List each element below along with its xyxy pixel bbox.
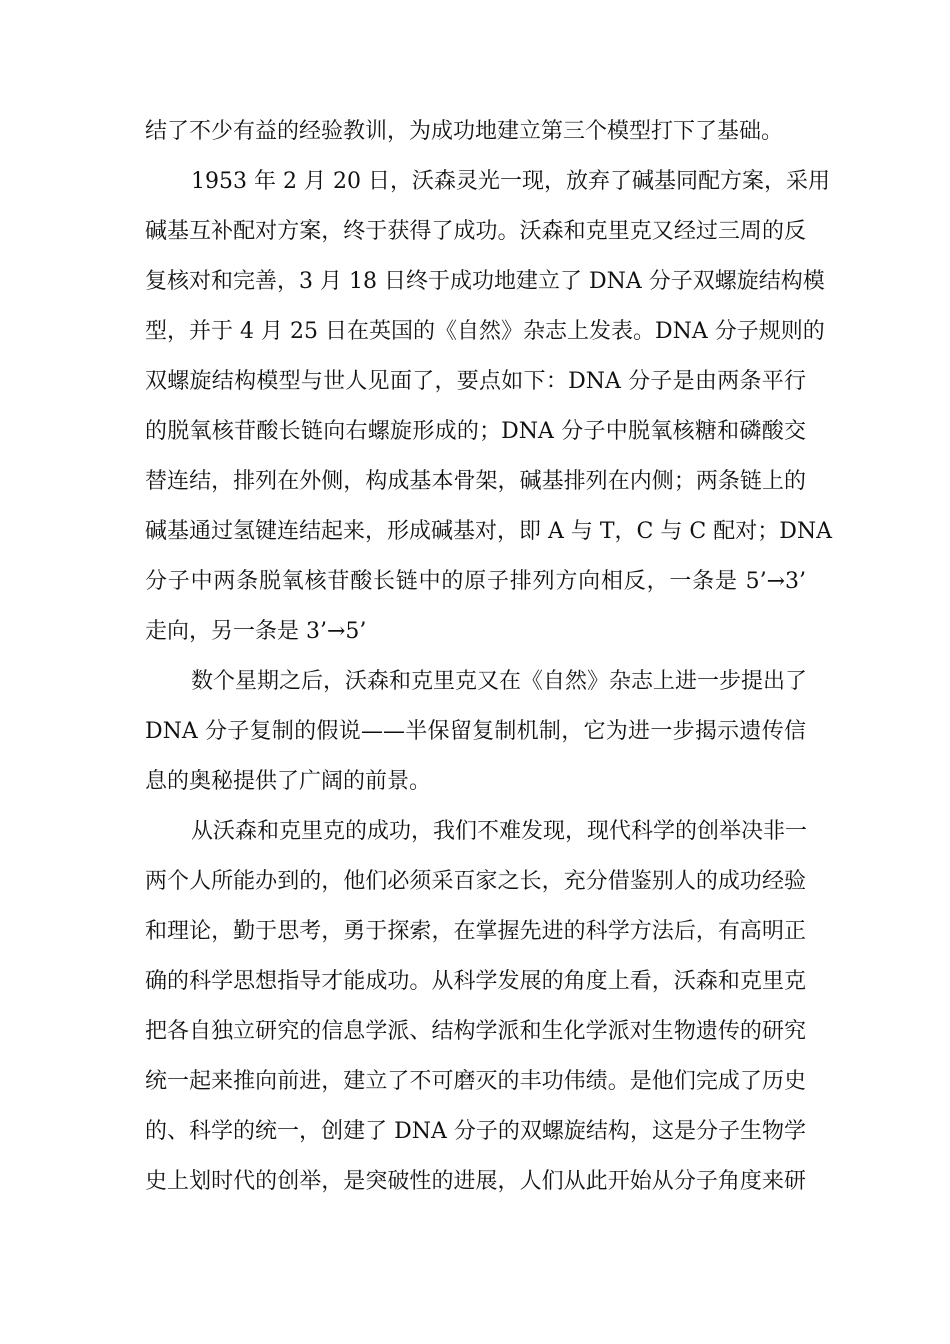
- paragraph-line: 碱基互补配对方案，终于获得了成功。沃森和克里克又经过三周的反: [145, 219, 806, 244]
- paragraph-line: 分子中两条脱氧核苷酸长链中的原子排列方向相反，一条是 5’→3’: [145, 569, 806, 594]
- text-line: [0, 367, 950, 417]
- paragraph-line: 和理论，勤于思考，勇于探索，在掌握先进的科学方法后，有高明正: [145, 919, 806, 944]
- paragraph-line: 把各自独立研究的信息学派、结构学派和生化学派对生物遗传的研究: [145, 1019, 806, 1044]
- text-line: [0, 167, 950, 217]
- paragraph-line: 统一起来推向前进，建立了不可磨灭的丰功伟绩。是他们完成了历史: [145, 1069, 806, 1094]
- paragraph-line: 结了不少有益的经验教训，为成功地建立第三个模型打下了基础。: [145, 119, 784, 144]
- text-line: [0, 117, 950, 167]
- text-line: [0, 717, 950, 767]
- text-line: [0, 567, 950, 617]
- paragraph-line: 型，并于 4 月 25 日在英国的《自然》杂志上发表。DNA 分子规则的: [145, 319, 825, 344]
- text-line: [0, 767, 950, 817]
- text-line: [0, 967, 950, 1017]
- paragraph-line: 的脱氧核苷酸长链向右螺旋形成的；DNA 分子中脱氧核糖和磷酸交: [145, 419, 806, 444]
- text-line: [0, 817, 950, 867]
- paragraph-line: 复核对和完善，3 月 18 日终于成功地建立了 DNA 分子双螺旋结构模: [145, 269, 825, 294]
- text-line: [0, 517, 950, 567]
- paragraph-line: 替连结，排列在外侧，构成基本骨架，碱基排列在内侧；两条链上的: [145, 469, 806, 494]
- text-line: [0, 217, 950, 267]
- text-line: [0, 1117, 950, 1167]
- text-line: [0, 667, 950, 717]
- paragraph-line: 两个人所能办到的，他们必须采百家之长，充分借鉴别人的成功经验: [145, 869, 806, 894]
- paragraph-line: 1953 年 2 月 20 日，沃森灵光一现，放弃了碱基同配方案，采用: [191, 169, 830, 194]
- paragraph-line: 史上划时代的创举，是突破性的进展，人们从此开始从分子角度来研: [145, 1169, 806, 1194]
- text-line: [0, 267, 950, 317]
- paragraph-line: 的、科学的统一，创建了 DNA 分子的双螺旋结构，这是分子生物学: [145, 1119, 806, 1144]
- text-line: [0, 1017, 950, 1067]
- text-line: [0, 467, 950, 517]
- paragraph-line: 数个星期之后，沃森和克里克又在《自然》杂志上进一步提出了: [191, 669, 808, 694]
- paragraph-line: 走向，另一条是 3’→5’: [145, 619, 367, 644]
- text-line: [0, 867, 950, 917]
- text-line: [0, 917, 950, 967]
- text-line: [0, 1167, 950, 1217]
- paragraph-line: 双螺旋结构模型与世人见面了，要点如下：DNA 分子是由两条平行: [145, 369, 806, 394]
- paragraph-line: 碱基通过氢键连结起来，形成碱基对，即 A 与 T，C 与 C 配对；DNA: [145, 519, 832, 544]
- paragraph-line: DNA 分子复制的假说——半保留复制机制，它为进一步揭示遗传信: [145, 719, 806, 744]
- paragraph-line: 从沃森和克里克的成功，我们不难发现，现代科学的创举决非一: [191, 819, 808, 844]
- paragraph-line: 确的科学思想指导才能成功。从科学发展的角度上看，沃森和克里克: [145, 969, 806, 994]
- text-line: [0, 1067, 950, 1117]
- paragraph-line: 息的奥秘提供了广阔的前景。: [145, 769, 432, 794]
- text-line: [0, 417, 950, 467]
- text-line: [0, 317, 950, 367]
- text-line: [0, 617, 950, 667]
